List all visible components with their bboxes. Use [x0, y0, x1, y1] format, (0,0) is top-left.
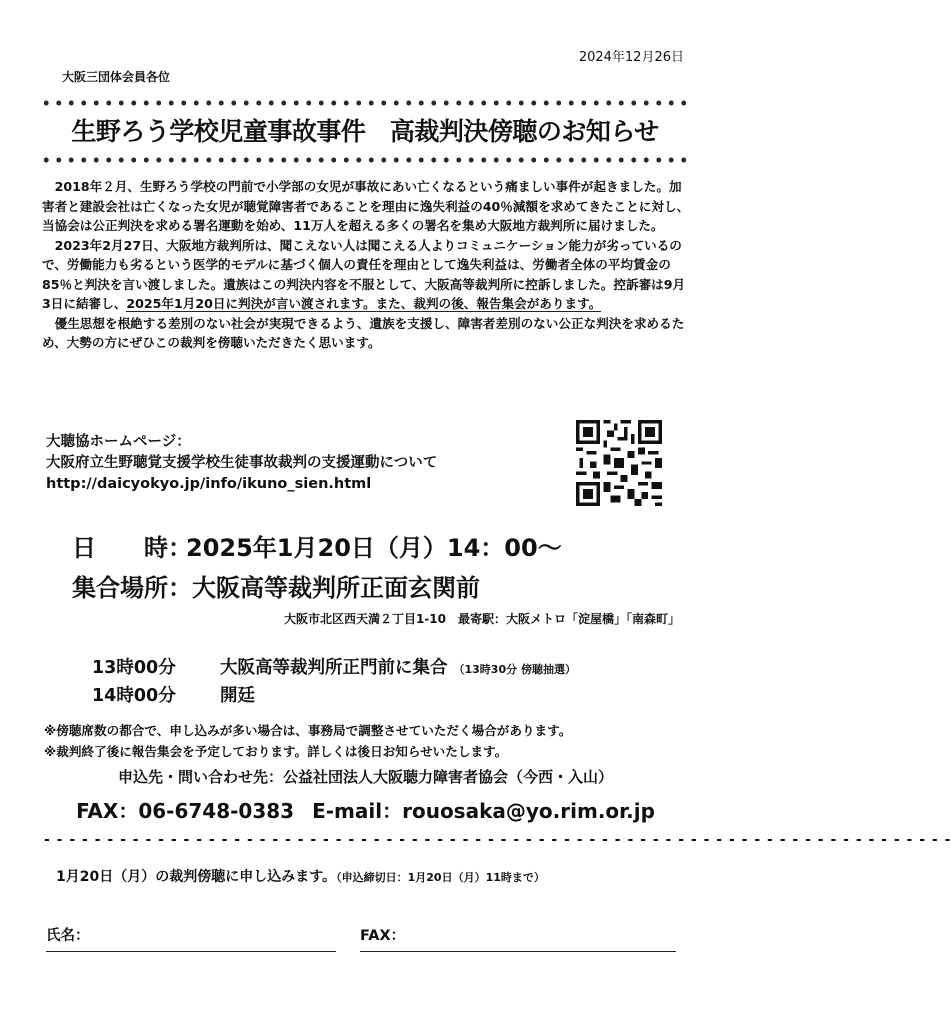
paragraph-2: [42, 236, 690, 314]
event-datetime: [72, 528, 562, 563]
paragraph-2-text: 2023年2月27日、大阪地方裁判所は、聞こえない人は聞こえる人よりコミュニケーション能力が劣っているので、労働能力も劣るという医学的モデルに基づく個人の責任を理由として逸失利益は、労働者全体の平均賃金の85％と判決を言い渡しました。遺族はこの判決内容を不服として、大阪高等裁判所に控訴しました。控訴審は9月3日に結審し、: [42, 237, 686, 311]
qr-code-icon[interactable]: [576, 420, 662, 506]
datetime-label: 日 時：: [72, 534, 192, 562]
schedule-time: 13時00分: [92, 658, 176, 678]
note-item: ※傍聴席数の都合で、申し込みが多い場合は、事務局で調整させていただく場合があります。: [44, 723, 572, 738]
name-field[interactable]: 氏名：: [46, 924, 336, 952]
homepage-label: 大聴協ホームページ：: [46, 434, 191, 450]
contact-fax-email: [76, 795, 655, 824]
event-location: [72, 568, 480, 603]
location-label: 集合場所：: [72, 574, 192, 602]
application-statement: [56, 866, 545, 886]
schedule-item: [92, 682, 255, 707]
homepage-name: 大阪府立生野聴覚支援学校生徒事故裁判の支援運動について: [46, 455, 438, 471]
dotted-divider-top: [40, 100, 690, 106]
fax-field[interactable]: FAX：: [360, 924, 676, 952]
contact-info: [0, 766, 731, 824]
event-address: 大阪市北区西天満２丁目1-10 最寄駅：大阪メトロ「淀屋橋」「南森町」: [283, 612, 680, 626]
application-deadline: （申込締切日：1月20日（月）11時まで）: [336, 871, 545, 884]
location-value: 大阪高等裁判所正面玄関前: [192, 574, 480, 602]
contact-fax: FAX：06-6748-0383: [76, 799, 295, 823]
notes: [44, 720, 571, 762]
body-text: [42, 177, 690, 353]
cut-line: - - - - - - - - - - - - - - - - - - - - - - - - - - - - - - - - - - - - - - - - - - - - - - - - - - - - - - - - - - - - - - - - - - - - - - - -: [44, 832, 951, 848]
issue-date: 2024年12月26日: [578, 50, 684, 65]
schedule-desc: 大阪高等裁判所正門前に集合: [220, 658, 448, 678]
contact-email[interactable]: E-mail：rouosaka@yo.rim.or.jp: [312, 799, 655, 823]
schedule-item: [92, 654, 576, 679]
schedule-note: （13時30分 傍聴抽選）: [453, 663, 576, 676]
verdict-date-highlight: 2025年1月20日に判決が言い渡されます。また、裁判の後、報告集会があります。: [126, 296, 602, 311]
schedule-time: 14時00分: [92, 686, 176, 706]
application-text: 1月20日（月）の裁判傍聴に申し込みます。: [56, 869, 337, 885]
contact-line: 申込先・問い合わせ先：公益社団法人大阪聴力障害者協会（今西・入山）: [117, 768, 613, 786]
paragraph-1: 2018年２月、生野ろう学校の門前で小学部の女児が事故にあい亡くなるという痛ましい事件が起きました。加害者と建設会社は亡くなった女児が聴覚障害者であることを理由に逸失利益の40％減額を求めてきたことに対し、当協会は公正判決を求める署名運動を始め、11万人を超える多くの署名を集め大阪地方裁判所に届けました。: [42, 179, 690, 233]
paragraph-3: 優生思想を根絶する差別のない社会が実現できるよう、遺族を支援し、障害者差別のない公正な判決を求めるため、大勢の方にぜひこの裁判を傍聴いただきたく思います。: [42, 315, 685, 350]
schedule-desc: 開廷: [220, 686, 255, 706]
dotted-divider-bottom: [40, 157, 690, 163]
recipients: 大阪三団体会員各位: [62, 70, 171, 84]
note-item: ※裁判終了後に報告集会を予定しております。詳しくは後日お知らせいたします。: [44, 744, 508, 759]
homepage-info: [46, 432, 437, 495]
page-title: 生野ろう学校児童事故事件 高裁判決傍聴のお知らせ: [71, 117, 659, 146]
homepage-url[interactable]: http://daicyokyo.jp/info/ikuno_sien.html: [46, 476, 372, 492]
datetime-value: 2025年1月20日（月）14：00～: [186, 534, 562, 562]
